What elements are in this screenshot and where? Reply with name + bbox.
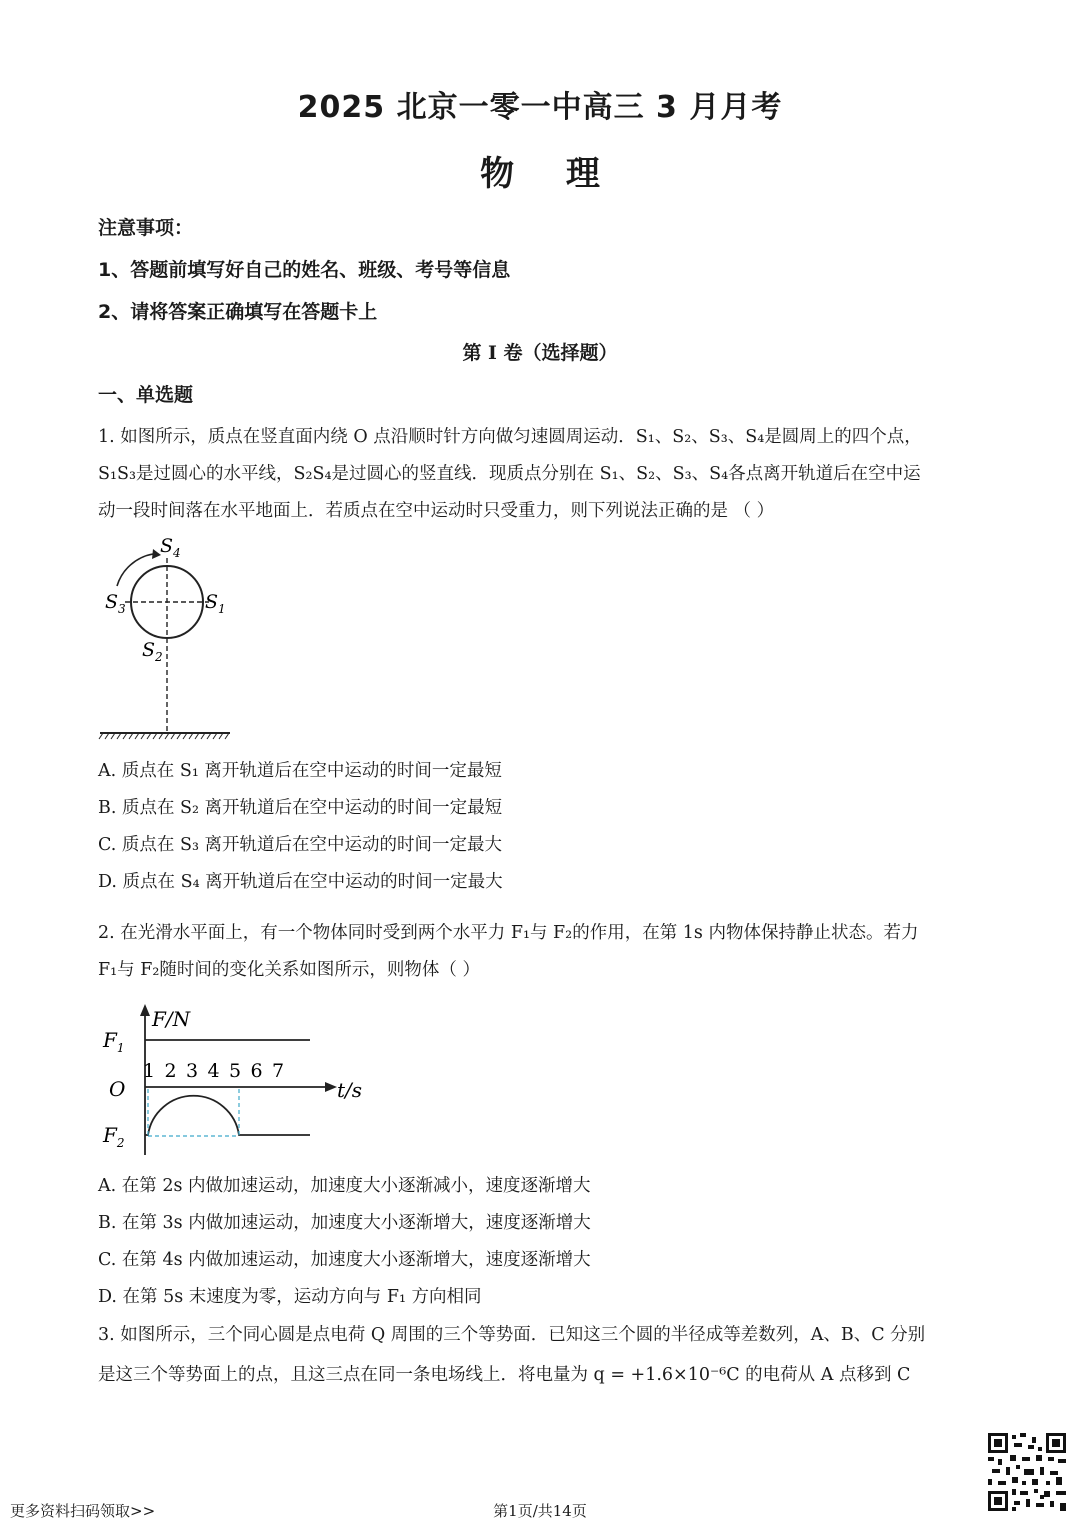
tick-label-4: 4 — [207, 1060, 220, 1082]
q2-option-b: B. 在第 3s 内做加速运动，加速度大小逐渐增大，速度逐渐增大 — [98, 1213, 591, 1233]
origin-label: O — [109, 1077, 126, 1101]
q1-line-3: 动一段时间落在水平地面上．若质点在空中运动时只受重力，则下列说法正确的是 （ ） — [98, 501, 775, 521]
f1-label: $F_1$ — [103, 1028, 125, 1055]
q1-option-b: B. 质点在 S₂ 离开轨道后在空中运动的时间一定最短 — [98, 798, 503, 818]
f2-label: $F_2$ — [103, 1123, 125, 1150]
tick-label-6: 6 — [250, 1060, 263, 1082]
q1-option-d: D. 质点在 S₄ 离开轨道后在空中运动的时间一定最大 — [98, 872, 503, 892]
tick-label-1: 1 — [143, 1060, 156, 1082]
x-axis-arrow — [325, 1082, 337, 1092]
f2-curve — [145, 1096, 310, 1135]
q1-line-2: S₁S₃是过圆心的水平线，S₂S₄是过圆心的竖直线．现质点分别在 S₁、S₂、S₃、S₄各点离开轨道后在空中运 — [98, 464, 921, 484]
volume-title: 第 I 卷（选择题） — [462, 342, 618, 364]
exam-title: 2025 北京一零一中高三 3 月月考 — [297, 90, 783, 125]
notes-heading: 注意事项： — [98, 217, 194, 239]
tick-label-7: 7 — [272, 1060, 285, 1082]
clockwise-arrow-icon — [117, 554, 153, 586]
tick-label-5: 5 — [229, 1060, 242, 1082]
q2-option-a: A. 在第 2s 内做加速运动，加速度大小逐渐减小，速度逐渐增大 — [98, 1176, 591, 1196]
tick-labels — [143, 1060, 284, 1082]
page-number: 第1页/共14页 — [493, 1502, 587, 1520]
q1-line-1: 1. 如图所示，质点在竖直面内绕 O 点沿顺时针方向做匀速圆周运动．S₁、S₂、S₃、S₄是圆周上的四个点， — [98, 427, 922, 447]
q3-line-1: 3. 如图所示，三个同心圆是点电荷 Q 周围的三个等势面．已知这三个圆的半径成等差数列，A、B、C 分别 — [98, 1325, 926, 1345]
y-axis-label: F/N — [152, 1007, 191, 1031]
q2-line-2: F₁与 F₂随时间的变化关系如图所示，则物体（ ） — [98, 960, 480, 980]
x-axis-label: t/s — [337, 1078, 363, 1102]
y-axis-arrow — [140, 1004, 150, 1016]
note-item-1: 1、答题前填写好自己的姓名、班级、考号等信息 — [98, 259, 511, 281]
q1-option-a: A. 质点在 S₁ 离开轨道后在空中运动的时间一定最短 — [98, 761, 502, 781]
q2-option-c: C. 在第 4s 内做加速运动，加速度大小逐渐增大，速度逐渐增大 — [98, 1250, 591, 1270]
section-title: 一、单选题 — [98, 384, 194, 406]
subject-title: 物 理 — [480, 154, 600, 194]
label-s1: $S_1$ — [205, 591, 226, 616]
q2-force-graph — [95, 1000, 370, 1160]
q3-line-2: 是这三个等势面上的点，且这三点在同一条电场线上．将电量为 q = +1.6×10⁻⁶C 的电荷从 A 点移到 C — [98, 1365, 911, 1385]
q1-option-c: C. 质点在 S₃ 离开轨道后在空中运动的时间一定最大 — [98, 835, 503, 855]
label-s3: $S_3$ — [105, 591, 126, 616]
q1-circle-figure — [95, 530, 245, 745]
label-s2: $S_2$ — [142, 639, 163, 664]
footer-promo-link[interactable]: 更多资料扫码领取>> — [10, 1502, 156, 1520]
note-item-2: 2、请将答案正确填写在答题卡上 — [98, 301, 378, 323]
tick-label-2: 2 — [164, 1060, 177, 1082]
tick-label-3: 3 — [186, 1060, 199, 1082]
q2-option-d: D. 在第 5s 末速度为零，运动方向与 F₁ 方向相同 — [98, 1287, 482, 1307]
label-s4: $S_4$ — [160, 535, 181, 560]
q2-line-1: 2. 在光滑水平面上，有一个物体同时受到两个水平力 F₁与 F₂的作用，在第 1s 内物体保持静止状态。若力 — [98, 923, 919, 943]
